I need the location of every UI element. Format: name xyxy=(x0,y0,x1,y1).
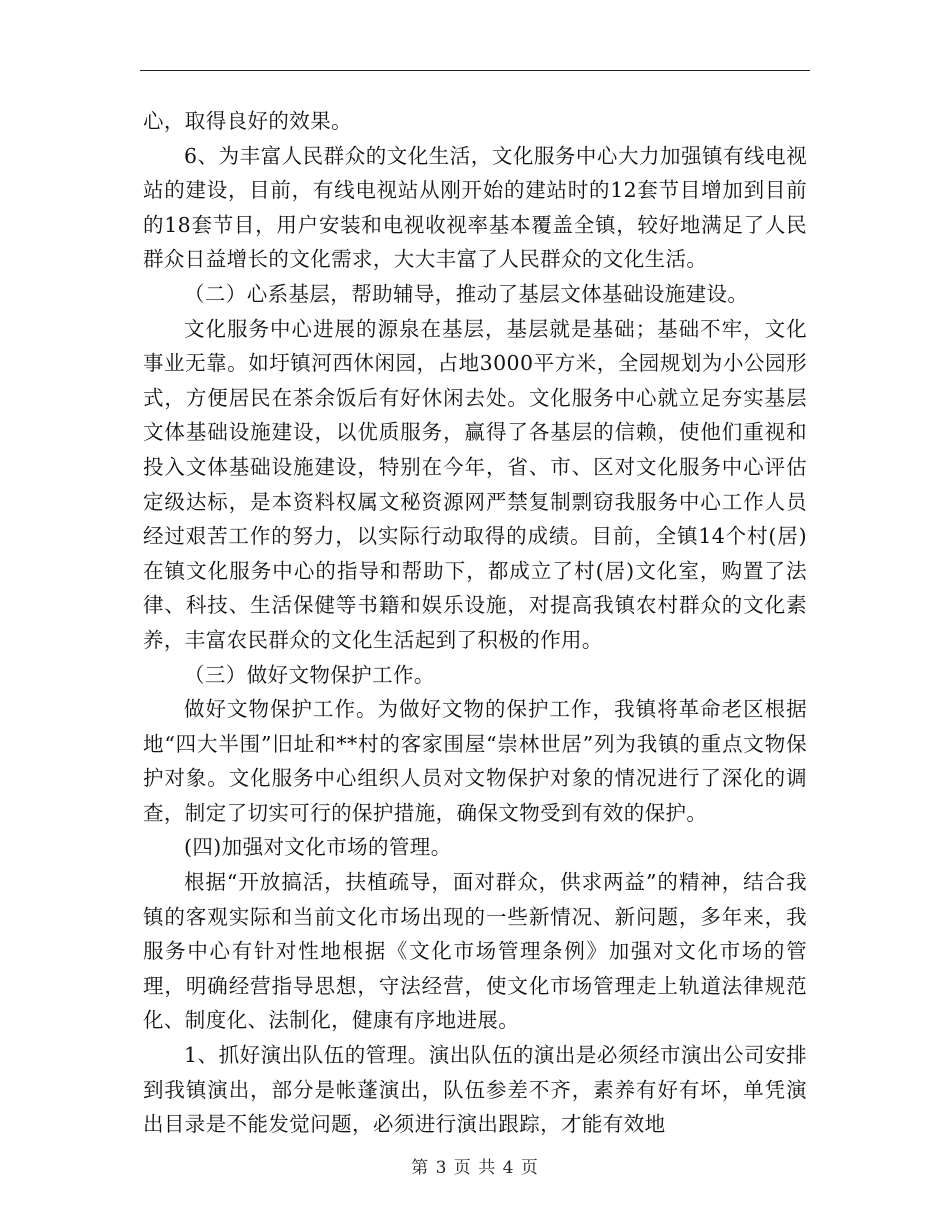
header-rule xyxy=(140,70,810,71)
page-footer xyxy=(0,1153,950,1178)
paragraph-7: 根据“开放搞活，扶植疏导，面对群众，供求两益”的精神，结合我镇的客观实际和当前文化市场出现的一些新情况、新问题，多年来，我服务中心有针对性地根据《文化市场管理条例》加强对文化市场的管理，明确经营指导思想，守法经营，使文化市场管理走上轨道法律规范化、制度化、法制化，健康有序地进展。 xyxy=(143,870,807,1033)
section-heading-4: (四)加强对文化市场的管理。 xyxy=(184,835,452,860)
paragraph-8: 1、抓好演出队伍的管理。演出队伍的演出是必须经市演出公司安排到我镇演出，部分是帐蓬演出，队伍参差不齐，素养有好有坏，单凭演出目录是不能发觉问题，必须进行演出跟踪，才能有效地 xyxy=(143,1043,807,1137)
paragraph-1: 6、为丰富人民群众的文化生活，文化服务中心大力加强镇有线电视站的建设，目前，有线电视站从刚开始的建站时的12套节目增加到目前的18套节目，用户安装和电视收视率基本覆盖全镇，较好地满足了人民群众日益增长的文化需求，大大丰富了人民群众的文化生活。 xyxy=(143,143,807,272)
paragraph-3: 文化服务中心进展的源泉在基层，基层就是基础；基础不牢，文化事业无靠。如圩镇河西休闲园，占地3000平方米，全园规划为小公园形式，方便居民在茶余饭后有好休闲去处。文化服务中心就立足夯实基层文体基础设施建设，以优质服务，赢得了各基层的信赖，使他们重视和投入文体基础设施建设，特别在今年，省、市、区对文化服务中心评估定级达标，是本资料权属文秘资源网严禁复制剽窃我服务中心工作人员经过艰苦工作的努力，以实际行动取得的成绩。目前，全镇14个村(居)在镇文化服务中心的指导和帮助下，都成立了村(居)文化室，购置了法律、科技、生活保健等书籍和娱乐设施，对提高我镇农村群众的文化素养，丰富农民群众的文化生活起到了积极的作用。 xyxy=(143,316,807,652)
document-body xyxy=(143,104,807,1142)
page-number: 第 3 页 共 4 页 xyxy=(411,1158,539,1178)
paragraph-5: 做好文物保护工作。为做好文物的保护工作，我镇将革命老区根据地“四大半围”旧址和**村的客家围屋“崇林世居”列为我镇的重点文物保护对象。文化服务中心组织人员对文物保护对象的情况进行了深化的调查，制定了切实可行的保护措施，确保文物受到有效的保护。 xyxy=(143,697,807,825)
paragraph-0: 心，取得良好的效果。 xyxy=(143,109,352,133)
section-heading-3: （三）做好文物保护工作。 xyxy=(184,662,435,687)
section-heading-2: （二）心系基层，帮助辅导，推动了基层文体基础设施建设。 xyxy=(184,281,749,306)
